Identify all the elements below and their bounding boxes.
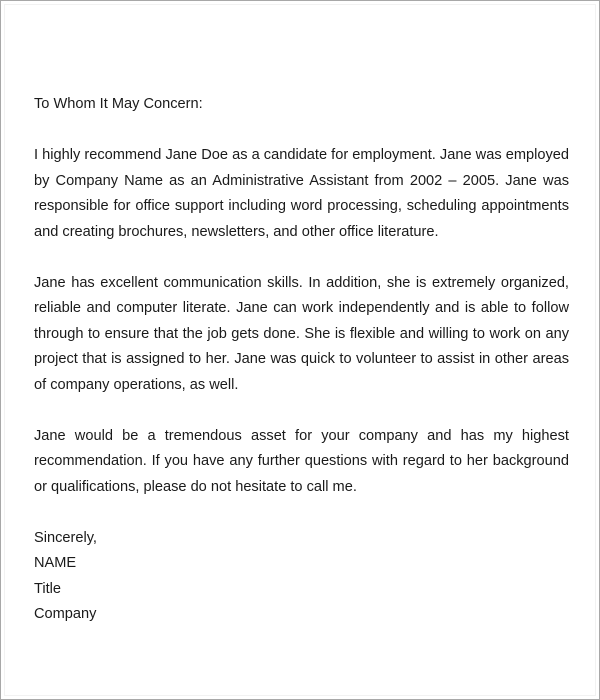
paragraph-1: I highly recommend Jane Doe as a candidate for employment. Jane was employed by Company Name as an Administrative Assistant from 2002 – 2005. Jane was responsible for office support including word processing, scheduling appointments and creating brochures, newsletters, and other office literature. — [34, 147, 569, 240]
paragraph-2: Jane has excellent communication skills. In addition, she is extremely organized, reliable and computer literate. Jane can work independently and is able to follow through to ensure that the job gets done. She is flexible and willing to work on any project that is assigned to her. Jane was quick to volunteer to assist in other areas of company operations, as well. — [34, 274, 569, 393]
signer-title: Title — [34, 580, 62, 597]
valediction: Sincerely, — [34, 529, 97, 546]
signer-company: Company — [34, 606, 97, 622]
paragraph-3: Jane would be a tremendous asset for your company and has my highest recommendation. If you have any further questions with regard to her background or qualifications, please do not hesitate to call me. — [34, 427, 569, 495]
recommendation-letter — [34, 92, 569, 628]
salutation: To Whom It May Concern: — [34, 96, 203, 112]
signer-name: NAME — [34, 555, 77, 571]
